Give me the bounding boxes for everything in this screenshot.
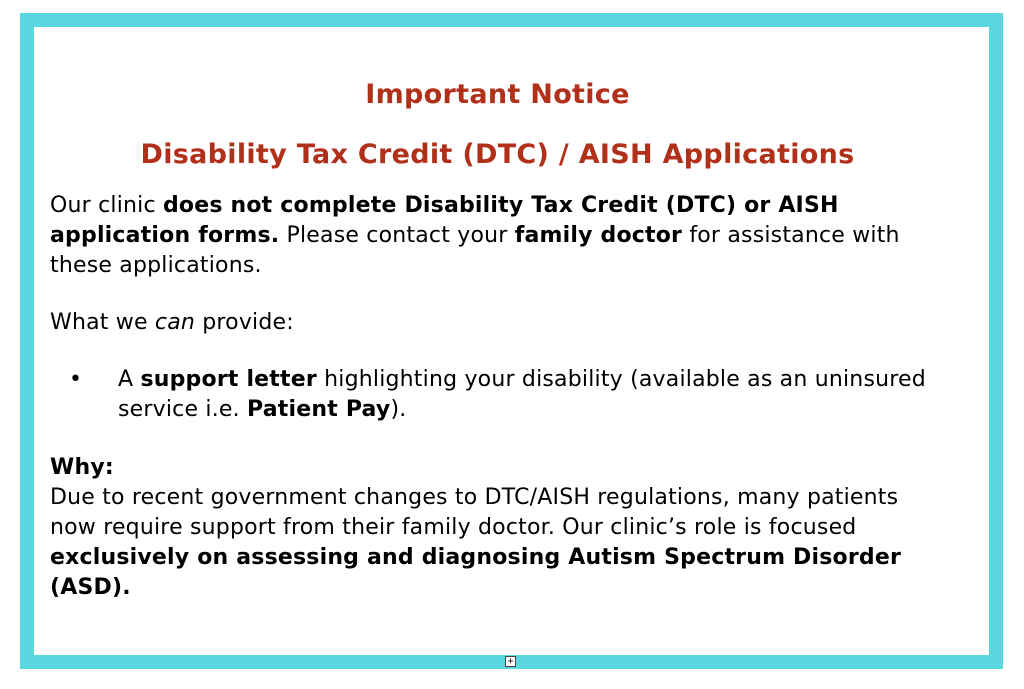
notice-title: Important Notice bbox=[365, 79, 630, 110]
bullet-icon: • bbox=[69, 367, 83, 392]
intro-paragraph bbox=[50, 191, 945, 281]
notice-subtitle: Disability Tax Credit (DTC) / AISH Applications bbox=[140, 139, 855, 170]
plus-box-icon[interactable]: + bbox=[505, 656, 516, 667]
intro-bold-family-doctor: family doctor bbox=[514, 223, 683, 248]
notice-content bbox=[50, 78, 945, 603]
why-heading: Why: bbox=[50, 455, 114, 480]
intro-text-1: Our clinic bbox=[50, 193, 163, 218]
provide-paragraph bbox=[50, 308, 945, 338]
intro-text-3: for assistance with these applications. bbox=[50, 223, 900, 278]
why-bold-asd: exclusively on assessing and diagnosing Autism Spectrum Disorder (ASD). bbox=[50, 545, 902, 600]
provide-text-2: provide: bbox=[195, 310, 294, 335]
list-bold-patient-pay: Patient Pay bbox=[247, 397, 391, 422]
intro-text-2: Please contact your bbox=[279, 223, 515, 248]
why-section bbox=[50, 453, 945, 603]
list-text-2: highlighting your disability (available as an uninsured service i.e. bbox=[118, 367, 926, 422]
intro-bold-forms: does not complete Disability Tax Credit (DTC) or AISH application forms. bbox=[50, 193, 839, 248]
provide-italic-can: can bbox=[154, 310, 196, 335]
why-text: Due to recent government changes to DTC/AISH regulations, many patients now require support from their family doctor. Our clinic’s role is focused bbox=[50, 485, 899, 540]
list-text-3: ). bbox=[390, 397, 407, 422]
provide-text-1: What we bbox=[50, 310, 155, 335]
list-text-1: A bbox=[118, 367, 141, 392]
provide-list bbox=[50, 365, 945, 425]
list-item bbox=[50, 365, 945, 425]
list-bold-support-letter: support letter bbox=[140, 367, 317, 392]
